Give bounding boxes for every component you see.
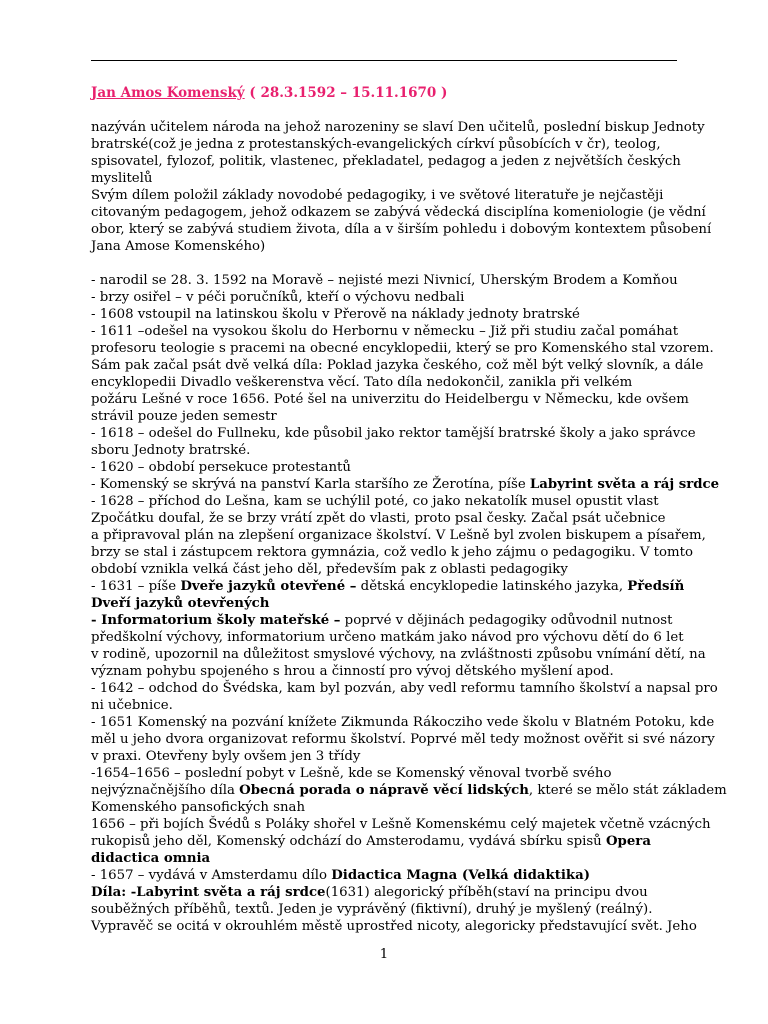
text-segment: - brzy osiřel – v péči poručníků, kteří o výchovu nedbali xyxy=(91,290,465,305)
text-line xyxy=(91,561,681,578)
text-line xyxy=(91,340,714,357)
text-line xyxy=(91,442,681,459)
text-segment: poprvé v dějinách pedagogiky odůvodnil nutnost xyxy=(340,613,673,628)
text-segment: bratrské(což je jedna z protestanských-evangelických církví působících v čr), teolog, xyxy=(91,137,661,152)
text-line xyxy=(91,391,689,408)
text-line xyxy=(91,595,681,612)
text-segment: nazýván učitelem národa na jehož narozeniny se slaví Den učitelů, poslední biskup Jednoty xyxy=(91,120,705,135)
bold-text: Obecná porada o nápravě věcí lidských xyxy=(239,783,529,798)
text-line xyxy=(91,136,681,153)
text-segment: Komenského pansofických snah xyxy=(91,800,306,815)
text-line xyxy=(91,510,681,527)
text-line xyxy=(91,527,706,544)
text-line xyxy=(91,204,706,221)
text-line xyxy=(91,544,693,561)
bold-text: Labyrint světa a ráj srdce xyxy=(529,477,720,492)
text-segment: a připravoval plán na zlepšení organizace školství. V Lešně byl zvolen biskupem a písařem, xyxy=(91,528,706,543)
text-line xyxy=(91,187,681,204)
text-line xyxy=(91,782,727,799)
text-line xyxy=(91,170,681,187)
text-line xyxy=(91,153,681,170)
text-line xyxy=(91,357,704,374)
text-segment: - 1628 – příchod do Lešna, kam se uchýlil poté, co jako nekatolík musel opustit vlast xyxy=(91,494,659,509)
text-line xyxy=(91,272,681,289)
text-line xyxy=(91,799,681,816)
text-line xyxy=(91,867,681,884)
text-segment: profesoru teologie s pracemi na obecné encyklopedii, který se pro Komenského stal vzorem. xyxy=(91,341,714,356)
text-line xyxy=(91,748,681,765)
text-segment: - Komenský se skrývá na panství Karla staršího ze Žerotína, píše xyxy=(91,477,530,492)
text-line xyxy=(91,816,711,833)
text-line xyxy=(91,731,715,748)
text-segment: 1656 – při bojích Švédů s Poláky shořel v Lešně Komenskému celý majetek včetně vzácných xyxy=(91,817,711,832)
blank-line xyxy=(91,255,681,272)
text-line xyxy=(91,714,715,731)
text-line xyxy=(91,408,681,425)
text-segment: souběžných příběhů, textů. Jeden je vyprávěný (fiktivní), druhý je myšlený (reálný). xyxy=(91,902,653,917)
text-segment: dětská encyklopedie latinského jazyka, xyxy=(356,579,628,594)
text-segment: - 1620 – období persekuce protestantů xyxy=(91,460,351,475)
text-segment: v praxi. Otevřeny byly ovšem jen 3 třídy xyxy=(91,749,361,764)
text-segment: spisovatel, fylozof, politik, vlastenec, překladatel, pedagog a jeden z největších českých xyxy=(91,154,681,169)
text-segment: sboru Jednoty bratrské. xyxy=(91,443,251,458)
text-segment: požáru Lešné v roce 1656. Poté šel na univerzitu do Heidelbergu v Německu, kde ovšem xyxy=(91,392,689,407)
text-segment: Sám pak začal psát dvě velká díla: Poklad jazyka českého, což měl být velký slovník, a dále xyxy=(91,358,704,373)
text-line xyxy=(91,476,720,493)
text-line xyxy=(91,884,681,901)
text-line xyxy=(91,306,681,323)
bold-text: Díla: -Labyrint světa a ráj srdce xyxy=(91,885,326,900)
document-body xyxy=(91,119,727,935)
text-line xyxy=(91,612,681,629)
text-segment: citovaným pedagogem, jehož odkazem se zabývá vědecká disciplína komeniologie (je vědní xyxy=(91,205,706,220)
text-line xyxy=(91,578,685,595)
text-segment: ni učebnice. xyxy=(91,698,173,713)
text-segment: význam pohybu spojeného s hrou a činností pro vývoj dětského myšlení apod. xyxy=(91,664,614,679)
text-segment: - 1618 – odešel do Fullneku, kde působil jako rektor tamější bratrské školy a jako správce xyxy=(91,426,696,441)
bold-text: didactica omnia xyxy=(91,851,211,866)
text-line xyxy=(91,901,681,918)
text-line xyxy=(91,765,681,782)
text-line xyxy=(91,850,681,867)
text-segment: - 1631 – píše xyxy=(91,579,181,594)
text-segment: v rodině, upozornil na důležitost smyslové výchovy, na zvláštnosti způsobu vnímání dětí, na xyxy=(91,647,706,662)
text-line xyxy=(91,323,681,340)
text-segment: - 1608 vstoupil na latinskou školu v Přerově na náklady jednoty bratrské xyxy=(91,307,580,322)
text-segment: období vznikla velká část jeho děl, především pak z oblasti pedagogiky xyxy=(91,562,568,577)
text-line xyxy=(91,459,681,476)
text-segment: -1654–1656 – poslední pobyt v Lešně, kde se Komenský věnoval tvorbě svého xyxy=(91,766,612,781)
bold-text: Dveří jazyků otevřených xyxy=(91,596,270,611)
text-segment: encyklopedii Divadlo veškerenstva věcí. Tato díla nedokončil, zanikla při velkém xyxy=(91,375,633,390)
title-dates: ( 28.3.1592 – 15.11.1670 ) xyxy=(244,85,448,101)
document-title xyxy=(91,85,447,102)
text-segment: brzy se stal i zástupcem rektora gymnázia, což vedlo k jeho zájmu o pedagogiku. V tomto xyxy=(91,545,693,560)
text-segment: měl u jeho dvora organizovat reformu školství. Poprvé měl tedy možnost ověřit si své názory xyxy=(91,732,715,747)
text-line xyxy=(91,425,696,442)
text-segment: (1631) alegorický příběh(staví na principu dvou xyxy=(325,885,648,900)
text-line xyxy=(91,833,681,850)
text-line xyxy=(91,680,718,697)
text-segment: předškolní výchovy, informatorium určeno matkám jako návod pro výchovu dětí do 6 let xyxy=(91,630,684,645)
text-segment: obor, který se zabývá studiem života, díla a v širším pohledu i dobovým kontextem působení xyxy=(91,222,712,237)
text-line xyxy=(91,629,684,646)
text-line xyxy=(91,646,706,663)
text-line xyxy=(91,374,681,391)
text-segment: nejvýznačnějšího díla xyxy=(91,783,240,798)
text-segment: - 1642 – odchod do Švédska, kam byl pozván, aby vedl reformu tamního školství a napsal pro xyxy=(91,681,718,696)
text-line xyxy=(91,238,681,255)
text-segment: rukopisů jeho děl, Komenský odchází do Amsterodamu, vydává sbírku spisů xyxy=(91,834,606,849)
bold-text: Předsíň xyxy=(627,579,685,594)
bold-text: - Informatorium školy mateřské – xyxy=(91,613,341,628)
text-line xyxy=(91,918,697,935)
text-segment: Vypravěč se ocitá v okrouhlém městě uprostřed nicoty, alegoricky představující svět. Jeho xyxy=(91,919,697,934)
text-segment: , které se mělo stát základem xyxy=(528,783,727,798)
text-segment: - narodil se 28. 3. 1592 na Moravě – nejisté mezi Nivnicí, Uherským Brodem a Komňou xyxy=(91,273,678,288)
title-name[interactable]: Jan Amos Komenský xyxy=(91,85,245,101)
text-line xyxy=(91,663,681,680)
text-line xyxy=(91,289,681,306)
bold-text: Opera xyxy=(605,834,651,849)
text-segment: - 1651 Komenský na pozvání knížete Zikmunda Rákocziho vede školu v Blatném Potoku, kde xyxy=(91,715,715,730)
text-line xyxy=(91,221,712,238)
text-line xyxy=(91,119,705,136)
text-segment: myslitelů xyxy=(91,171,153,186)
text-segment: Svým dílem položil základy novodobé pedagogiky, i ve světové literatuře je nejčastěji xyxy=(91,188,664,203)
text-line xyxy=(91,493,681,510)
text-segment: Jana Amose Komenského) xyxy=(91,239,266,254)
text-segment: strávil pouze jeden semestr xyxy=(91,409,277,424)
text-line xyxy=(91,697,681,714)
bold-text: Dveře jazyků otevřené – xyxy=(180,579,357,594)
top-rule xyxy=(91,60,677,61)
text-segment: Zpočátku doufal, že se brzy vrátí zpět do vlasti, proto psal česky. Začal psát učebnice xyxy=(91,511,666,526)
bold-text: Didactica Magna (Velká didaktika) xyxy=(331,868,591,883)
text-segment: - 1657 – vydává v Amsterdamu dílo xyxy=(91,868,332,883)
page-number: 1 xyxy=(379,947,389,962)
text-segment: - 1611 –odešel na vysokou školu do Herbornu v německu – Již při studiu začal pomáhat xyxy=(91,324,679,339)
